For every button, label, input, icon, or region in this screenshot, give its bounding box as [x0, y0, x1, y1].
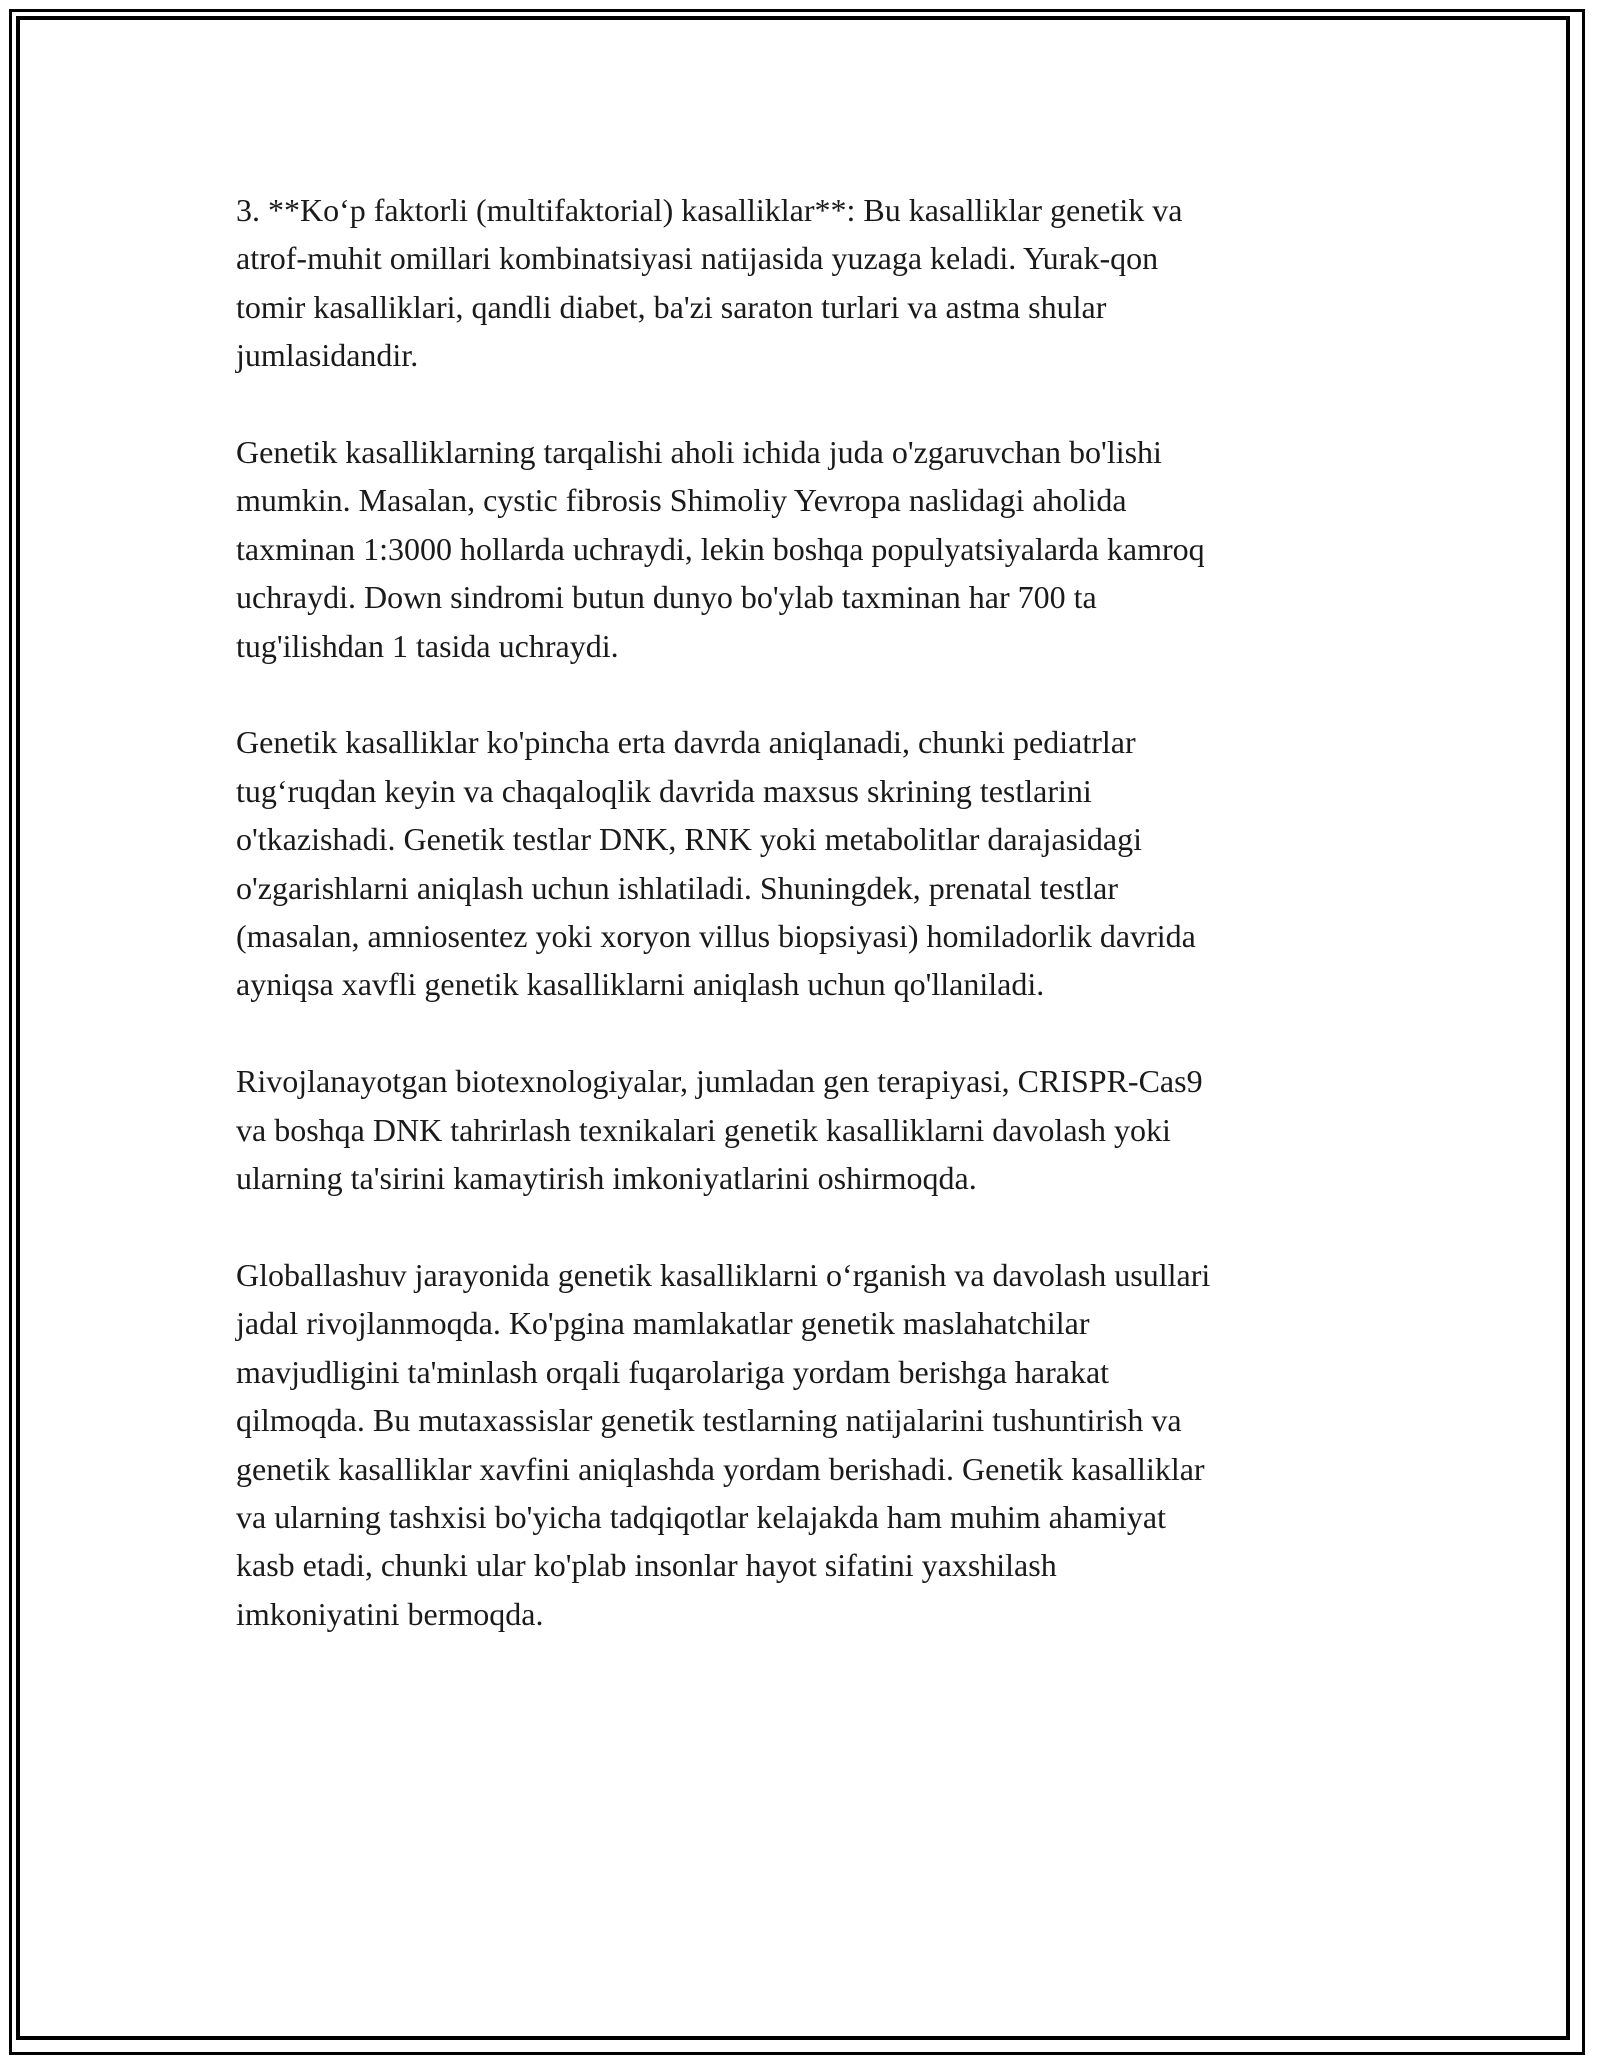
text-line: va boshqa DNK tahrirlash texnikalari genetik kasalliklarni davolash yoki — [236, 1111, 1171, 1148]
text-line: Rivojlanayotgan biotexnologiyalar, jumladan gen terapiyasi, CRISPR-Cas9 — [236, 1063, 1203, 1100]
text-line: (masalan, amniosentez yoki xoryon villus biopsiyasi) homiladorlik davrida — [236, 918, 1196, 955]
text-line: jadal rivojlanmoqda. Ko'pgina mamlakatlar genetik maslahatchilar — [236, 1305, 1090, 1342]
text-line: uchraydi. Down sindromi butun dunyo bo'ylab taxminan har 700 ta — [236, 579, 1097, 616]
text-line: qilmoqda. Bu mutaxassislar genetik testlarning natijalarini tushuntirish va — [236, 1402, 1182, 1439]
text-line: ularning ta'sirini kamaytirish imkoniyatlarini oshirmoqda. — [236, 1160, 977, 1197]
text-line: atrof-muhit omillari kombinatsiyasi natijasida yuzaga keladi. Yurak-qon — [236, 240, 1159, 277]
text-line: taxminan 1:3000 hollarda uchraydi, lekin boshqa populyatsiyalarda kamroq — [236, 530, 1205, 567]
text-line: o'tkazishadi. Genetik testlar DNK, RNK yoki metabolitlar darajasidagi — [236, 821, 1142, 858]
text-line: genetik kasalliklar xavfini aniqlashda yordam berishadi. Genetik kasalliklar — [236, 1450, 1205, 1487]
paragraph — [236, 718, 1366, 1008]
text-line: Genetik kasalliklarning tarqalishi aholi ichida juda o'zgaruvchan bo'lishi — [236, 434, 1162, 471]
text-line: imkoniyatini bermoqda. — [236, 1595, 544, 1632]
text-line: 3. **Ko‘p faktorli (multifaktorial) kasalliklar**: Bu kasalliklar genetik va — [236, 192, 1183, 228]
text-line: o'zgarishlarni aniqlash uchun ishlatiladi. Shuningdek, prenatal testlar — [236, 869, 1118, 906]
document-body — [236, 186, 1366, 1687]
paragraph — [236, 186, 1366, 380]
paragraph — [236, 428, 1366, 670]
text-line: jumlasidandir. — [236, 337, 419, 374]
text-line: ayniqsa xavfli genetik kasalliklarni aniqlash uchun qo'llaniladi. — [236, 966, 1045, 1003]
text-line: mumkin. Masalan, cystic fibrosis Shimoliy Yevropa naslidagi aholida — [236, 482, 1127, 519]
text-line: Globallashuv jarayonida genetik kasalliklarni o‘rganish va davolash usullari — [236, 1256, 1211, 1293]
paragraph — [236, 1057, 1366, 1202]
text-line: tug'ilishdan 1 tasida uchraydi. — [236, 627, 619, 664]
paragraph — [236, 1251, 1366, 1638]
text-line: tug‘ruqdan keyin va chaqaloqlik davrida maxsus skrining testlarini — [236, 772, 1092, 809]
text-line: kasb etadi, chunki ular ko'plab insonlar hayot sifatini yaxshilash — [236, 1547, 1057, 1584]
text-line: tomir kasalliklari, qandli diabet, ba'zi saraton turlari va astma shular — [236, 288, 1107, 325]
text-line: va ularning tashxisi bo'yicha tadqiqotlar kelajakda ham muhim ahamiyat — [236, 1498, 1166, 1535]
text-line: mavjudligini ta'minlash orqali fuqarolariga yordam berishga harakat — [236, 1353, 1110, 1390]
text-line: Genetik kasalliklar ko'pincha erta davrda aniqlanadi, chunki pediatrlar — [236, 724, 1136, 761]
